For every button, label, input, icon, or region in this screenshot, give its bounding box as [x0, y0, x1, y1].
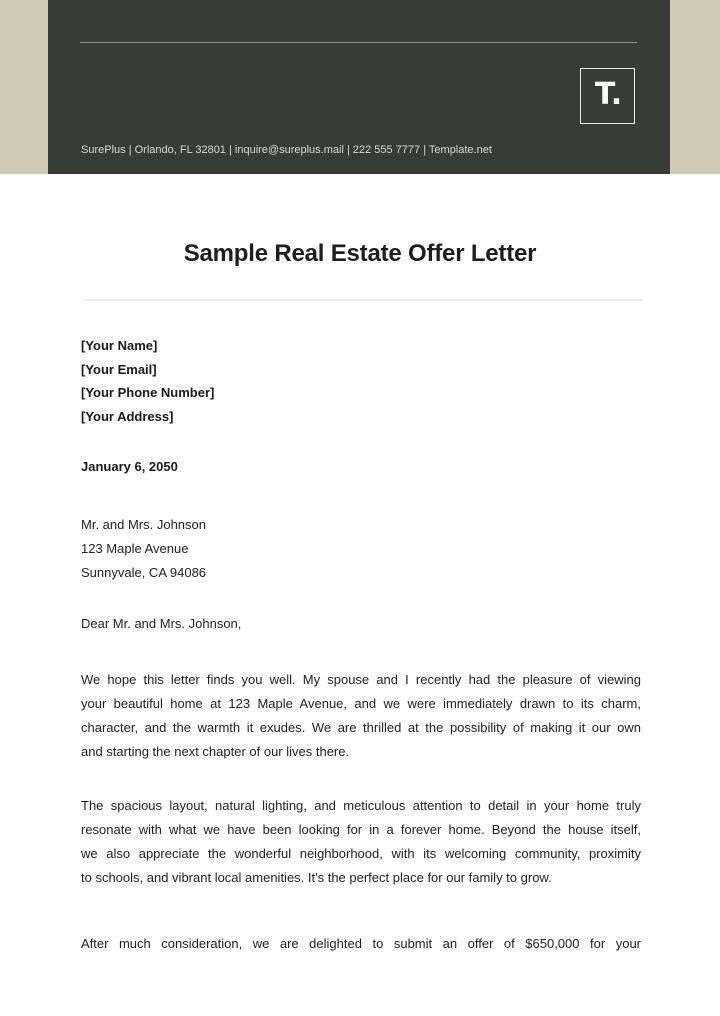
paragraph-line: resonate with what we have been looking for in a forever home. Beyond the house itself, — [81, 822, 641, 837]
title-divider — [81, 299, 643, 301]
document-title: Sample Real Estate Offer Letter — [183, 240, 537, 267]
recipient-block — [81, 513, 206, 585]
paragraph-line: and starting the next chapter of our lives there. — [81, 744, 350, 759]
recipient-street: 123 Maple Avenue — [81, 541, 189, 556]
body-paragraph-1 — [81, 668, 641, 764]
sender-phone: [Your Phone Number] — [81, 385, 215, 400]
header-band — [0, 0, 720, 174]
logo — [580, 68, 635, 124]
sender-email: [Your Email] — [81, 361, 157, 377]
paragraph-line: your beautiful home at 123 Maple Avenue, and we were immediately drawn to its charm, — [81, 696, 641, 711]
logo-text: T. — [594, 77, 623, 112]
paragraph-line: character, and the warmth it exudes. We are thrilled at the possibility of making it our own — [81, 720, 641, 735]
sender-address: [Your Address] — [81, 408, 174, 424]
letter-date: January 6, 2050 — [81, 459, 178, 474]
letterhead-panel — [48, 0, 670, 174]
body-paragraph-3 — [81, 932, 641, 956]
paragraph-line: After much consideration, we are delighted to submit an offer of $650,000 for your — [81, 936, 641, 951]
letterhead-divider — [80, 42, 637, 43]
recipient-name: Mr. and Mrs. Johnson — [81, 517, 206, 532]
company-contact-line: SurePlus | Orlando, FL 32801 | inquire@sureplus.mail | 222 555 7777 | Template.net — [81, 144, 492, 156]
sender-name: [Your Name] — [81, 338, 158, 353]
paragraph-line: We hope this letter finds you well. My spouse and I recently had the pleasure of viewing — [81, 672, 641, 687]
sender-block — [81, 334, 214, 428]
recipient-city: Sunnyvale, CA 94086 — [81, 565, 207, 580]
salutation: Dear Mr. and Mrs. Johnson, — [81, 616, 242, 631]
paragraph-line: The spacious layout, natural lighting, and meticulous attention to detail in your home truly — [81, 798, 641, 813]
body-paragraph-2 — [81, 794, 641, 890]
paragraph-line: we also appreciate the wonderful neighborhood, with its welcoming community, proximity — [81, 846, 641, 861]
paragraph-line: to schools, and vibrant local amenities. It's the perfect place for our family to grow. — [81, 870, 552, 885]
